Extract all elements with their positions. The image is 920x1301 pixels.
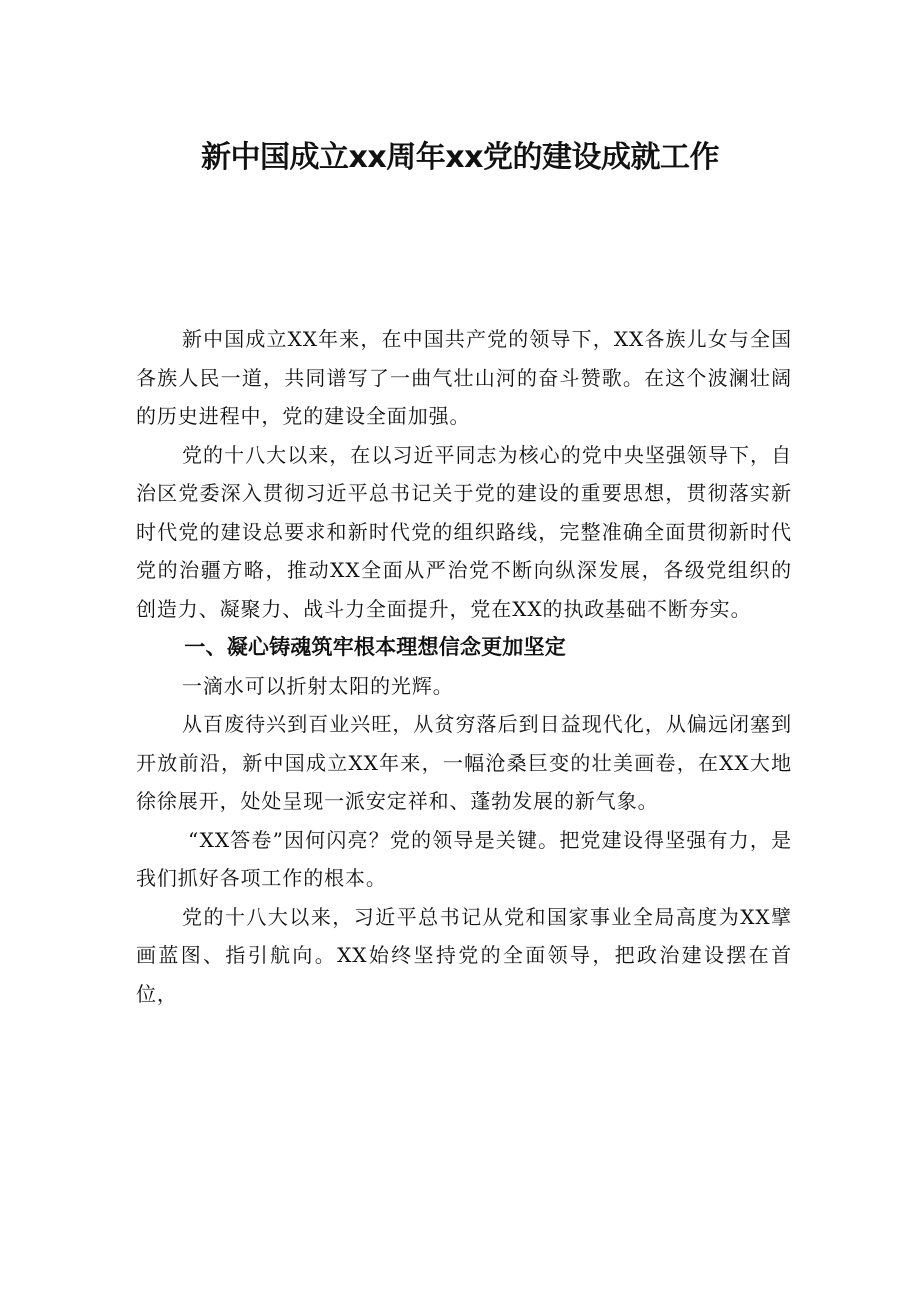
- paragraph-intro: 新中国成立XX年来，在中国共产党的领导下，XX各族儿女与全国各族人民一道，共同谱写了一曲气壮山河的奋斗赞歌。在这个波澜壮阔的历史进程中，党的建设全面加强。: [136, 327, 792, 428]
- paragraph-eighteenth-congress: 党的十八大以来，在以习近平同志为核心的党中央坚强领导下，自治区党委深入贯彻习近平总书记关于党的建设的重要思想，贯彻落实新时代党的建设总要求和新时代党的组织路线，完整准确全面贯彻新时代党的治疆方略，推动XX全面从严治党不断向纵深发展，各级党组织的创造力、凝聚力、战斗力全面提升，党在XX的执政基础不断夯实。: [136, 442, 792, 621]
- document-body: [136, 320, 792, 1013]
- paragraph-water-drop: 一滴水可以折射太阳的光辉。: [182, 673, 454, 698]
- paragraph-answer-sheet: “XX答卷”因何闪亮？党的领导是关键。把党建设得坚强有力，是我们抓好各项工作的根本。: [136, 827, 792, 890]
- paragraph-blueprint: 党的十八大以来，习近平总书记从党和国家事业全局高度为XX擘画蓝图、指引航向。XX始终坚持党的全面领导，把政治建设摆在首位，: [136, 904, 792, 1006]
- section-heading: 一、凝心铸魂筑牢根本理想信念更加坚定: [184, 635, 566, 659]
- paragraph-transformation: 从百废待兴到百业兴旺，从贫穷落后到日益现代化，从偏远闭塞到开放前沿，新中国成立XX年来，一幅沧桑巨变的壮美画卷，在XX大地徐徐展开，处处呈现一派安定祥和、蓬勃发展的新气象。: [136, 712, 792, 813]
- document-title: 新中国成立xx周年xx党的建设成就工作: [201, 140, 719, 175]
